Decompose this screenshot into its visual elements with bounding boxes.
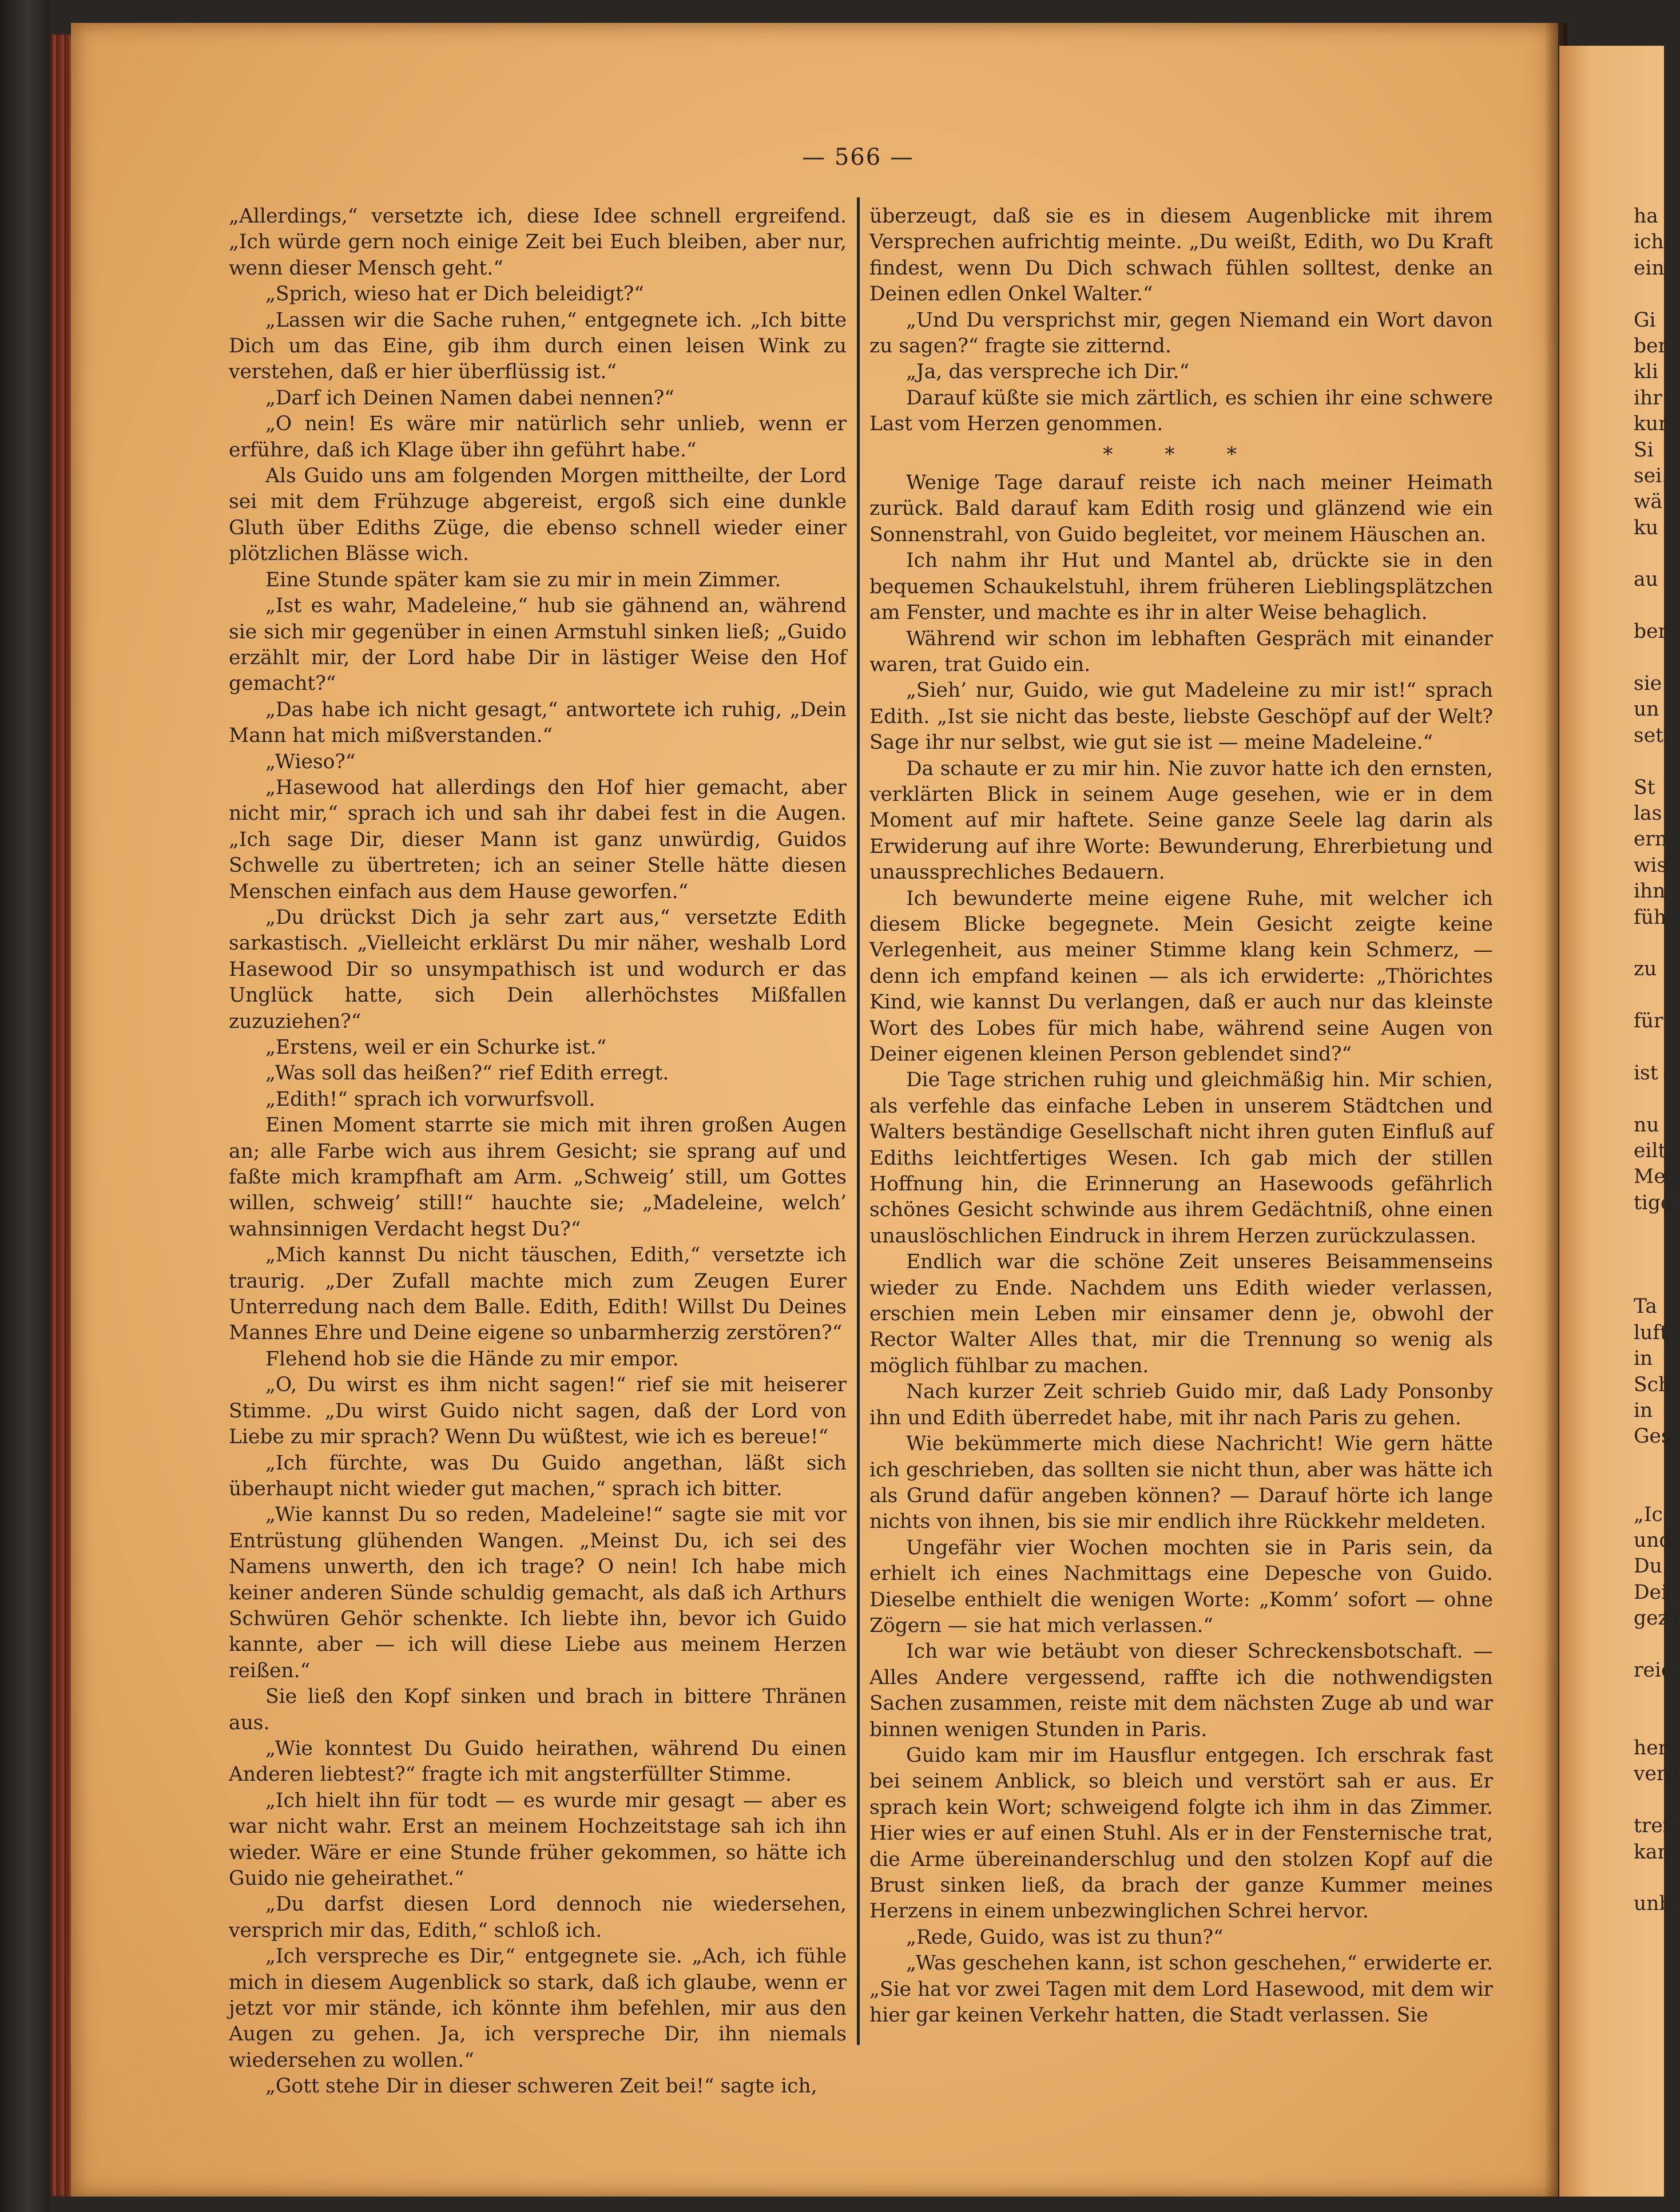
next-page-fragment: sie xyxy=(1634,672,1662,696)
paragraph: Während wir schon im lebhaften Gespräch mit einander waren, trat Guido ein. xyxy=(869,627,1493,676)
paragraph: Wenige Tage darauf reiste ich nach meiner Heimath zurück. Bald darauf kam Edith rosig und glänzend wie ein Sonnenstrahl, von Guido begleitet, vor meinem Häuschen an. xyxy=(869,471,1493,546)
next-page-fragment xyxy=(1634,1242,1663,1268)
paragraph: Endlich war die schöne Zeit unseres Beisammenseins wieder zu Ende. Nachdem uns Edith wieder verlassen, erschien mein Leben mir einsamer denn je, obwohl der Rector Walter Alles that, mir die Trennung so wenig als möglich fühlbar zu machen. xyxy=(869,1250,1493,1377)
next-page-fragment xyxy=(1634,1683,1663,1709)
book-binding xyxy=(0,0,50,2212)
next-page-fragment: „Ic xyxy=(1634,1503,1663,1526)
paragraph: Eine Stunde später kam sie zu mir in mein Zimmer. xyxy=(265,568,781,591)
paragraph: Guido kam mir im Hausflur entgegen. Ich erschrak fast bei seinem Anblick, so bleich und verstört sah er aus. Er sprach kein Wort; schweigend folgte ich ihm in das Zimmer. Hier wies er auf einen Stuhl. Als er in der Fensternische trat, die Arme übereinanderschlug und den stolzen Kopf auf die Brust sinken ließ, da brach der ganze Kummer meines Herzens in einem unbezwinglichen Schrei hervor. xyxy=(869,1744,1493,1923)
text-section-second xyxy=(869,470,1493,2028)
paragraph: „Rede, Guido, was ist zu thun?“ xyxy=(906,1925,1224,1949)
paragraph: Flehend hob sie die Hände zu mir empor. xyxy=(265,1347,679,1371)
next-page-fragment: nu xyxy=(1634,1113,1659,1137)
paragraph: Darauf küßte sie mich zärtlich, es schien ihr eine schwere Last vom Herzen genommen. xyxy=(869,386,1493,436)
next-page-fragment: Ges xyxy=(1634,1425,1671,1448)
next-page-text-fragments xyxy=(1634,204,1680,1917)
next-page-fragment xyxy=(1634,645,1663,671)
next-page-fragment xyxy=(1634,1476,1663,1502)
next-page-fragment: ein xyxy=(1634,256,1665,280)
next-page-fragment xyxy=(1634,593,1663,619)
paragraph: „Erstens, weil er ein Schurke ist.“ xyxy=(265,1036,607,1059)
next-page-fragment: ku xyxy=(1634,516,1659,539)
next-page-fragment xyxy=(1634,1788,1663,1813)
next-page-fragment: set xyxy=(1634,724,1663,747)
paragraph: „Das habe ich nicht gesagt,“ antwortete ich ruhig, „Dein Mann hat mich mißverstanden.“ xyxy=(229,698,847,748)
next-page-fragment: sei. xyxy=(1634,464,1669,487)
paragraph: „Was geschehen kann, ist schon geschehen,“ erwiderte er. „Sie hat vor zwei Tagen mit dem Lord Hasewood, mit dem wir hier gar keinen Verkehr hatten, die Stadt verlassen. Sie xyxy=(869,1952,1493,2027)
next-page-fragment xyxy=(1634,931,1663,956)
paragraph: „Ich hielt ihn für todt — es wurde mir gesagt — aber es war nicht wahr. Erst an meinem Hochzeitstage sah ich ihn wieder. Wäre er eine Stunde früher gekommen, so hätte ich Guido nie geheirathet.“ xyxy=(229,1789,847,1890)
paragraph: Die Tage strichen ruhig und gleichmäßig hin. Mir schien, als verfehle das einfache Leben in unserem Städtchen und Walters beständige Gesellschaft nicht ihren guten Einfluß auf Ediths leichtfertiges Wesen. Ich gab mich der stillen Hoffnung hin, die Erinnerung an Hasewoods gefährlich schönes Gesicht schwinde aus ihrem Gedächtniß, ohne einen unauslöschlichen Eindruck in ihrem Herzen zurückzulassen. xyxy=(869,1069,1493,1248)
next-page-fragment: ihr xyxy=(1634,386,1662,410)
next-page-fragment: ber xyxy=(1634,620,1667,644)
next-page-fragment: ihn xyxy=(1634,880,1666,903)
paragraph: Ich bewunderte meine eigene Ruhe, mit welcher ich diesem Blicke begegnete. Mein Gesicht zeigte keine Verlegenheit, aus meiner Stimme klang kein Schmerz, — denn ich empfand keinen — als ich erwiderte: „Thörichtes Kind, wie kannst Du verlangen, daß er auch nur das kleinste Wort des Lobes für mich habe, während seine Augen von Deiner eigenen kleinen Person geblendet sind?“ xyxy=(869,887,1493,1066)
paragraph: „Du darfst diesen Lord dennoch nie wiedersehen, versprich mir das, Edith,“ schloß ich. xyxy=(229,1893,847,1942)
paragraph: Ich war wie betäubt von dieser Schreckensbotschaft. — Alles Andere vergessend, raffte ich die nothwendigsten Sachen zusammen, reiste mit dem nächsten Zuge ab und war binnen wenigen Stunden in Paris. xyxy=(869,1640,1493,1741)
next-page-fragment: ern xyxy=(1634,828,1668,851)
paragraph: „Gott stehe Dir in dieser schweren Zeit bei!“ sagte ich, xyxy=(265,2075,817,2098)
paragraph: „Wieso?“ xyxy=(265,750,356,773)
next-page-fragment xyxy=(1634,281,1663,307)
page-edge-stack xyxy=(50,34,71,2197)
next-page-fragment: ist xyxy=(1634,1061,1658,1085)
next-page-fragment: Ta xyxy=(1634,1295,1657,1319)
next-page-fragment: kam xyxy=(1634,1840,1677,1864)
next-page-fragment: in xyxy=(1634,1347,1653,1371)
paragraph: „Ich verspreche es Dir,“ entgegnete sie. „Ach, ich fühle mich in diesem Augenblick so stark, daß ich glaube, wenn er jetzt vor mir stände, ich könnte ihm befehlen, mir aus den Augen zu gehen. Ja, ich verspreche Dir, ihn niemals wiedersehen zu wollen.“ xyxy=(229,1945,847,2072)
next-page-fragment: gezä xyxy=(1634,1607,1680,1630)
paragraph: „Allerdings,“ versetzte ich, diese Idee schnell ergreifend. „Ich würde gern noch einige Zeit bei Euch bleiben, aber nur, wenn dieser Mensch geht.“ xyxy=(229,205,847,280)
paragraph: „Wie kannst Du so reden, Madeleine!“ sagte sie mit vor Entrüstung glühenden Wangen. „Meinst Du, ich sei des Namens unwerth, den ich trage? O nein! Ich habe mich keiner anderen Sünde schuldig gemacht, als daß ich Arthurs Schwüren Gehör schenkte. Ich liebte ihn, bevor ich Guido kannte, aber — ich will diese Liebe aus meinem Herzen reißen.“ xyxy=(229,1503,847,1682)
paragraph: Ich nahm ihr Hut und Mantel ab, drückte sie in den bequemen Schaukelstuhl, ihrem früheren Lieblingsplätzchen am Fenster, und machte es ihr in alter Weise behaglich. xyxy=(869,549,1493,625)
next-page-fragment xyxy=(1634,1086,1663,1112)
paragraph: „Lassen wir die Sache ruhen,“ entgegnete ich. „Ich bitte Dich um das Eine, gib ihm durch einen leisen Wink zu verstehen, daß er hier überflüssig ist.“ xyxy=(229,308,847,384)
next-page-fragment: ich xyxy=(1634,231,1664,254)
paragraph: Da schaute er zu mir hin. Nie zuvor hatte ich den ernsten, verklärten Blick in seinem Auge gesehen, wie er in dem Moment auf mir haftete. Seine ganze Seele lag darin als Erwiderung auf ihre Worte: Bewunderung, Ehrerbietung und unaussprechliches Bedauern. xyxy=(869,757,1493,884)
next-page-fragment: Sch xyxy=(1634,1373,1671,1396)
next-page-fragment: las xyxy=(1634,801,1662,825)
next-page-fragment xyxy=(1634,1450,1663,1476)
paragraph: „Darf ich Deinen Namen dabei nennen?“ xyxy=(265,386,674,410)
paragraph: „Edith!“ sprach ich vorwurfsvoll. xyxy=(265,1087,595,1111)
next-page-fragment xyxy=(1634,1268,1663,1294)
next-page-fragment xyxy=(1634,749,1663,775)
next-page-fragment: ha xyxy=(1634,205,1658,228)
next-page-fragment: und xyxy=(1634,1528,1672,1552)
next-page-fragment: wis xyxy=(1634,853,1667,877)
next-page-fragment: tref xyxy=(1634,1814,1670,1838)
paragraph: Sie ließ den Kopf sinken und brach in bittere Thränen aus. xyxy=(229,1685,847,1734)
next-page-fragment: Dei xyxy=(1634,1580,1668,1604)
next-page-fragment xyxy=(1634,1035,1663,1061)
paragraph: „Und Du versprichst mir, gegen Niemand ein Wort davon zu sagen?“ fragte sie zitternd. xyxy=(869,308,1493,358)
next-page-fragment xyxy=(1634,541,1663,567)
paragraph: „Du drückst Dich ja sehr zart aus,“ versetzte Edith sarkastisch. „Vielleicht erklärst Du mir näher, weshalb Lord Hasewood Dir so unsympathisch ist und wodurch er das Unglück hatte, sich Dein allerhöchstes Mißfallen zuzuziehen?“ xyxy=(229,906,847,1033)
next-page-fragment: kur xyxy=(1634,412,1668,436)
paragraph: „Wie konntest Du Guido heirathen, während Du einen Anderen liebtest?“ fragte ich mit angsterfüllter Stimme. xyxy=(229,1737,847,1786)
paragraph: Als Guido uns am folgenden Morgen mittheilte, der Lord sei mit dem Frühzuge abgereist, ergoß sich eine dunkle Gluth über Ediths Züge, die ebenso schnell wieder einer plötzlichen Blässe wich. xyxy=(229,464,847,566)
next-page-fragment xyxy=(1634,1710,1663,1736)
next-page-fragment xyxy=(1634,983,1663,1008)
next-page-fragment xyxy=(1634,1216,1663,1242)
next-page-fragment: verg xyxy=(1634,1762,1679,1786)
section-break-asterisks: * * * xyxy=(1103,443,1260,466)
next-page-fragment: ber xyxy=(1634,334,1667,358)
paragraph: „O, Du wirst es ihm nicht sagen!“ rief sie mit heiserer Stimme. „Du wirst Guido nicht sagen, daß der Lord von Liebe zu mir sprach? Wenn Du wüßtest, wie ich es bereue!“ xyxy=(229,1373,847,1449)
next-page-fragment: Gi xyxy=(1634,308,1656,332)
paragraph: „Mich kannst Du nicht täuschen, Edith,“ versetzte ich traurig. „Der Zufall machte mich zum Zeugen Eurer Unterredung nach dem Balle. Edith, Edith! Willst Du Deines Mannes Ehre und Deine eigene so unbarmherzig zerstören?“ xyxy=(229,1244,847,1345)
next-page-fragment: au xyxy=(1634,568,1658,591)
next-page-fragment xyxy=(1634,1631,1663,1657)
next-page-fragment: luft xyxy=(1634,1321,1668,1344)
paragraph: „Hasewood hat allerdings den Hof hier gemacht, aber nicht mir,“ sprach ich und sah ihr dabei fest in die Augen. „Ich sage Dir, dieser Mann ist ganz unwürdig, Guidos Schwelle zu übertreten; ich an seiner Stelle hätte diesen Menschen einfach aus dem Hause geworfen.“ xyxy=(229,776,847,903)
next-page-fragment: füh xyxy=(1634,906,1667,929)
next-page-fragment: wä xyxy=(1634,490,1663,514)
paragraph: Einen Moment starrte sie mich mit ihren großen Augen an; alle Farbe wich aus ihrem Gesicht; sie sprang auf und faßte mich krampfhaft am Arm. „Schweig’ still, um Gottes willen, schweig’ still!“ hauchte sie; „Madeleine, welch’ wahnsinnigen Verdacht hegst Du?“ xyxy=(229,1114,847,1241)
next-page-fragment: un xyxy=(1634,698,1659,721)
paragraph: überzeugt, daß sie es in diesem Augenblicke mit ihrem Versprechen aufrichtig meinte. „Du weißt, Edith, wo Du Kraft findest, wenn Du Dich schwach fühlen solltest, denke an Deinen edlen Onkel Walter.“ xyxy=(869,205,1493,306)
text-column-right xyxy=(869,204,1493,2028)
text-section-first xyxy=(869,204,1493,438)
paragraph: „Sprich, wieso hat er Dich beleidigt?“ xyxy=(265,283,644,306)
next-page-fragment: zu xyxy=(1634,958,1657,981)
next-page-fragment: St xyxy=(1634,776,1655,799)
text-column-left xyxy=(229,204,847,2100)
next-page-fragment: Du xyxy=(1634,1555,1662,1578)
page-number: — 566 — xyxy=(802,144,914,170)
next-page-fragment: Si xyxy=(1634,438,1654,462)
paragraph: „Was soll das heißen?“ rief Edith erregt. xyxy=(265,1062,669,1085)
paragraph: Ungefähr vier Wochen mochten sie in Paris sein, da erhielt ich eines Nachmittags eine Depesche von Guido. Dieselbe enthielt die wenigen Worte: „Komm’ sofort — ohne Zögern — sie hat mich verlassen.“ xyxy=(869,1536,1493,1637)
paragraph: Wie bekümmerte mich diese Nachricht! Wie gern hätte ich geschrieben, das sollten sie nicht thun, aber was hätte ich als Grund dafür angeben können? — Darauf hörte ich lange nichts von ihnen, bis sie mir endlich ihre Rückkehr meldeten. xyxy=(869,1432,1493,1534)
next-page-fragment: unb xyxy=(1634,1892,1672,1916)
paragraph: „O nein! Es wäre mir natürlich sehr unlieb, wenn er erführe, daß ich Klage über ihn geführt habe.“ xyxy=(229,412,847,462)
paragraph: „Sieh’ nur, Guido, wie gut Madeleine zu mir ist!“ sprach Edith. „Ist sie nicht das beste, liebste Geschöpf auf der Welt? Sage ihr nur selbst, wie gut sie ist — meine Madeleine.“ xyxy=(869,679,1493,754)
paragraph: „Ist es wahr, Madeleine,“ hub sie gähnend an, während sie sich mir gegenüber in einen Armstuhl sinken ließ; „Guido erzählt mir, der Lord habe Dir in lästiger Weise den Hof gemacht?“ xyxy=(229,594,847,696)
next-page-fragment: in xyxy=(1634,1399,1653,1422)
paragraph: „Ich fürchte, was Du Guido angethan, läßt sich überhaupt nicht wieder gut machen,“ sprach ich bitter. xyxy=(229,1451,847,1500)
column-divider xyxy=(857,197,860,2045)
next-page-fragment: für xyxy=(1634,1010,1663,1033)
next-page-fragment: Me xyxy=(1634,1165,1666,1189)
next-page-fragment: eilt xyxy=(1634,1139,1666,1163)
next-page-fragment xyxy=(1634,1865,1663,1891)
next-page-fragment: her xyxy=(1634,1737,1668,1760)
paragraph: Nach kurzer Zeit schrieb Guido mir, daß Lady Ponsonby ihn und Edith überredet habe, mit ihr nach Paris zu gehen. xyxy=(869,1380,1493,1429)
paragraph: „Ja, das verspreche ich Dir.“ xyxy=(906,360,1190,384)
next-page-fragment: tige xyxy=(1634,1191,1673,1214)
next-page-fragment: kli xyxy=(1634,360,1658,384)
next-page-fragment: reic xyxy=(1634,1658,1673,1682)
